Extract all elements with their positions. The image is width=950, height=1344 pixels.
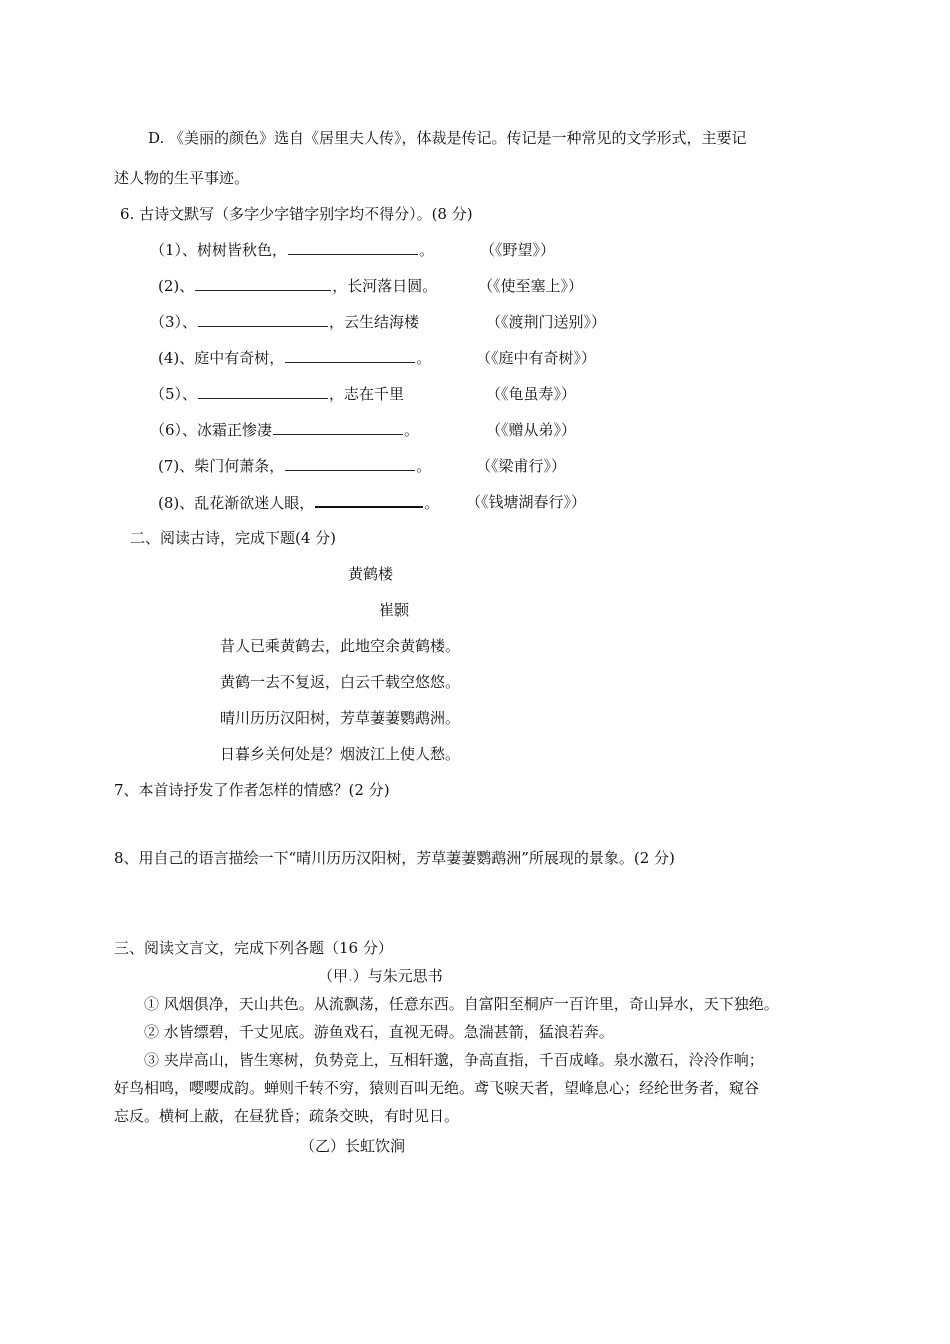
q6-item-5-after: ，志在千里: [329, 385, 405, 403]
q6-item-4: [158, 348, 431, 368]
q6-item-4-source: （《庭中有奇树》）: [476, 349, 597, 367]
passage-a-prefix: （甲: [318, 967, 349, 985]
q6-item-5: [150, 384, 404, 404]
q6-item-6-before: （6）、冰霜正惨凄: [150, 421, 273, 439]
q6-item-7: [158, 456, 431, 476]
poem-title: 黄鹤楼: [348, 565, 394, 583]
q6-item-8-after: 。: [424, 494, 440, 512]
option-d-line1: D. 《美丽的颜色》选自《居里夫人传》，体裁是传记。传记是一种常见的文学形式，主要记: [148, 129, 747, 147]
q6-item-4-after: 。: [416, 349, 432, 367]
passage-b-title: （乙）长虹饮涧: [300, 1137, 406, 1155]
passage-a-p1: ① 风烟俱净，天山共色。从流飘荡，任意东西。自富阳至桐庐一百许里，奇山异水，天下独绝。: [144, 995, 779, 1013]
q6-item-6-source: （《赠从弟》）: [486, 421, 577, 439]
q6-item-3-after: ，云生结海楼: [329, 313, 420, 331]
q6-item-5-source: （《龟虽寿》）: [486, 385, 577, 403]
option-d-line2: 述人物的生平事迹。: [114, 169, 250, 187]
q6-item-7-source: （《梁甫行》）: [476, 457, 567, 475]
passage-a-p2: ② 水皆缥碧，千丈见底。游鱼戏石，直视无碍。急湍甚箭，猛浪若奔。: [144, 1023, 614, 1041]
q7: 7、本首诗抒发了作者怎样的情感？(2 分): [114, 781, 390, 799]
q8: 8、用自己的语言描绘一下“晴川历历汉阳树，芳草萋萋鹦鹉洲”所展现的景象。(2 分): [114, 849, 675, 867]
q6-item-5-before: （5）、: [150, 385, 198, 403]
passage-a-suffix: ）与朱元思书: [352, 967, 443, 985]
poem-line-3: 晴川历历汉阳树，芳草萋萋鹦鹉洲。: [220, 709, 461, 727]
q6-item-1-blank[interactable]: [288, 240, 418, 255]
q6-item-2: [158, 276, 437, 296]
q6-item-1-source: （《野望》）: [480, 241, 556, 259]
q6-item-8-source: （《钱塘湖春行》）: [466, 493, 587, 511]
q6-item-3: [150, 312, 419, 332]
q6-title: 6. 古诗文默写（多字少字错字别字均不得分）。(8 分): [120, 205, 473, 223]
q6-item-4-blank[interactable]: [285, 348, 415, 363]
q6-item-2-blank[interactable]: [195, 276, 331, 291]
passage-a-p3-line1: ③ 夹岸高山，皆生寒树，负势竞上，互相轩邈，争高直指，千百成峰。泉水激石，泠泠作响；: [144, 1051, 764, 1069]
q6-item-1-before: （1）、树树皆秋色，: [150, 241, 288, 259]
poem-author: 崔颢: [379, 601, 410, 619]
q6-item-3-blank[interactable]: [198, 312, 328, 327]
poem-line-2: 黄鹤一去不复返，白云千载空悠悠。: [220, 673, 461, 691]
q6-item-2-source: （《使至塞上》）: [478, 277, 584, 295]
q6-item-8-blank[interactable]: [315, 492, 423, 508]
passage-a-dot: .: [348, 967, 353, 985]
poem-line-1: 昔人已乘黄鹤去，此地空余黄鹤楼。: [220, 637, 461, 655]
section2-title: 二、阅读古诗，完成下题(4 分): [130, 529, 337, 547]
q6-item-7-before: (7)、柴门何萧条，: [158, 457, 285, 475]
q6-item-1-after: 。: [419, 241, 435, 259]
q6-item-8-before: (8)、乱花渐欲迷人眼，: [158, 494, 315, 512]
q6-item-2-before: (2)、: [158, 277, 195, 295]
q6-item-6-blank[interactable]: [273, 420, 403, 435]
passage-a-title: [318, 966, 443, 986]
q6-item-6-after: 。: [404, 421, 420, 439]
q6-item-2-after: ，长河落日圆。: [332, 277, 438, 295]
passage-a-p3-line2: 好鸟相鸣，嘤嘤成韵。蝉则千转不穷，猿则百叫无绝。鸢飞唳天者，望峰息心；经纶世务者，窥谷: [114, 1079, 760, 1097]
q6-item-8: [158, 492, 439, 513]
poem-line-4: 日暮乡关何处是？烟波江上使人愁。: [220, 745, 461, 763]
section3-title: 三、阅读文言文，完成下列各题（16 分）: [114, 939, 393, 957]
passage-a-p3-line3: 忘反。横柯上蔽，在昼犹昏；疏条交映，有时见日。: [114, 1107, 460, 1125]
q6-item-5-blank[interactable]: [198, 384, 328, 399]
q6-item-7-after: 。: [416, 457, 432, 475]
q6-item-7-blank[interactable]: [285, 456, 415, 471]
q6-item-4-before: (4)、庭中有奇树，: [158, 349, 285, 367]
q6-item-3-before: （3）、: [150, 313, 198, 331]
q6-item-1: [150, 240, 434, 260]
q6-item-3-source: （《渡荆门送别》）: [486, 313, 607, 331]
q6-item-6: [150, 420, 419, 440]
